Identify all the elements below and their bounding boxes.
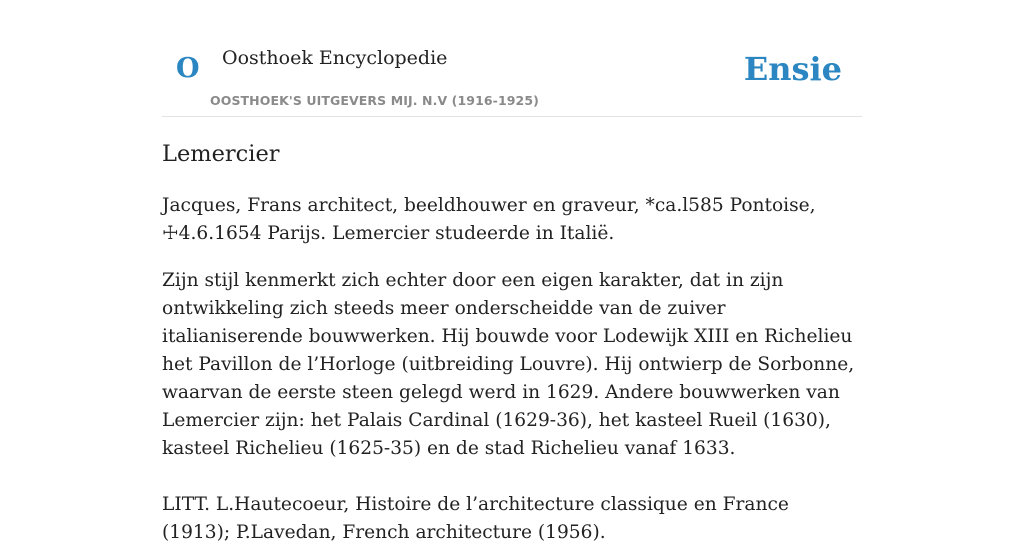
publisher-label: OOSTHOEK'S UITGEVERS MIJ. N.V (1916-1925)	[210, 93, 539, 108]
article	[162, 138, 862, 547]
article-paragraph: Jacques, Frans architect, beeldhouwer en graveur, *ca.l585 Pontoise, ☩4.6.1654 Parijs. Lemercier studeerde in Italië.	[162, 195, 816, 244]
site-header	[162, 0, 862, 117]
book-logo[interactable]: O	[176, 53, 200, 84]
ensie-brand-logo[interactable]: Ensie	[743, 50, 842, 88]
entry-title: Lemercier	[162, 141, 280, 167]
book-title-link[interactable]: Oosthoek Encyclopedie	[222, 47, 448, 69]
article-paragraph: Zijn stijl kenmerkt zich echter door een eigen karakter, dat in zijn ontwikkeling zich steeds meer onderscheidde van de zuiver italianiserende bouwwerken. Hij bouwde voor Lodewijk XIII en Richelieu het Pavillon de l’Horloge (uitbreiding Louvre). Hij ontwierp de Sorbonne, waarvan de eerste steen gelegd werd in 1629. Andere bouwwerken van Lemercier zijn: het Palais Cardinal (1629-36), het kasteel Rueil (1630), kasteel Richelieu (1625-35) en de stad Richelieu vanaf 1633.	[162, 270, 855, 459]
literature-paragraph: LITT. L.Hautecoeur, Histoire de l’architecture classique en France (1913); P.Lavedan, French architecture (1956).	[162, 494, 789, 543]
